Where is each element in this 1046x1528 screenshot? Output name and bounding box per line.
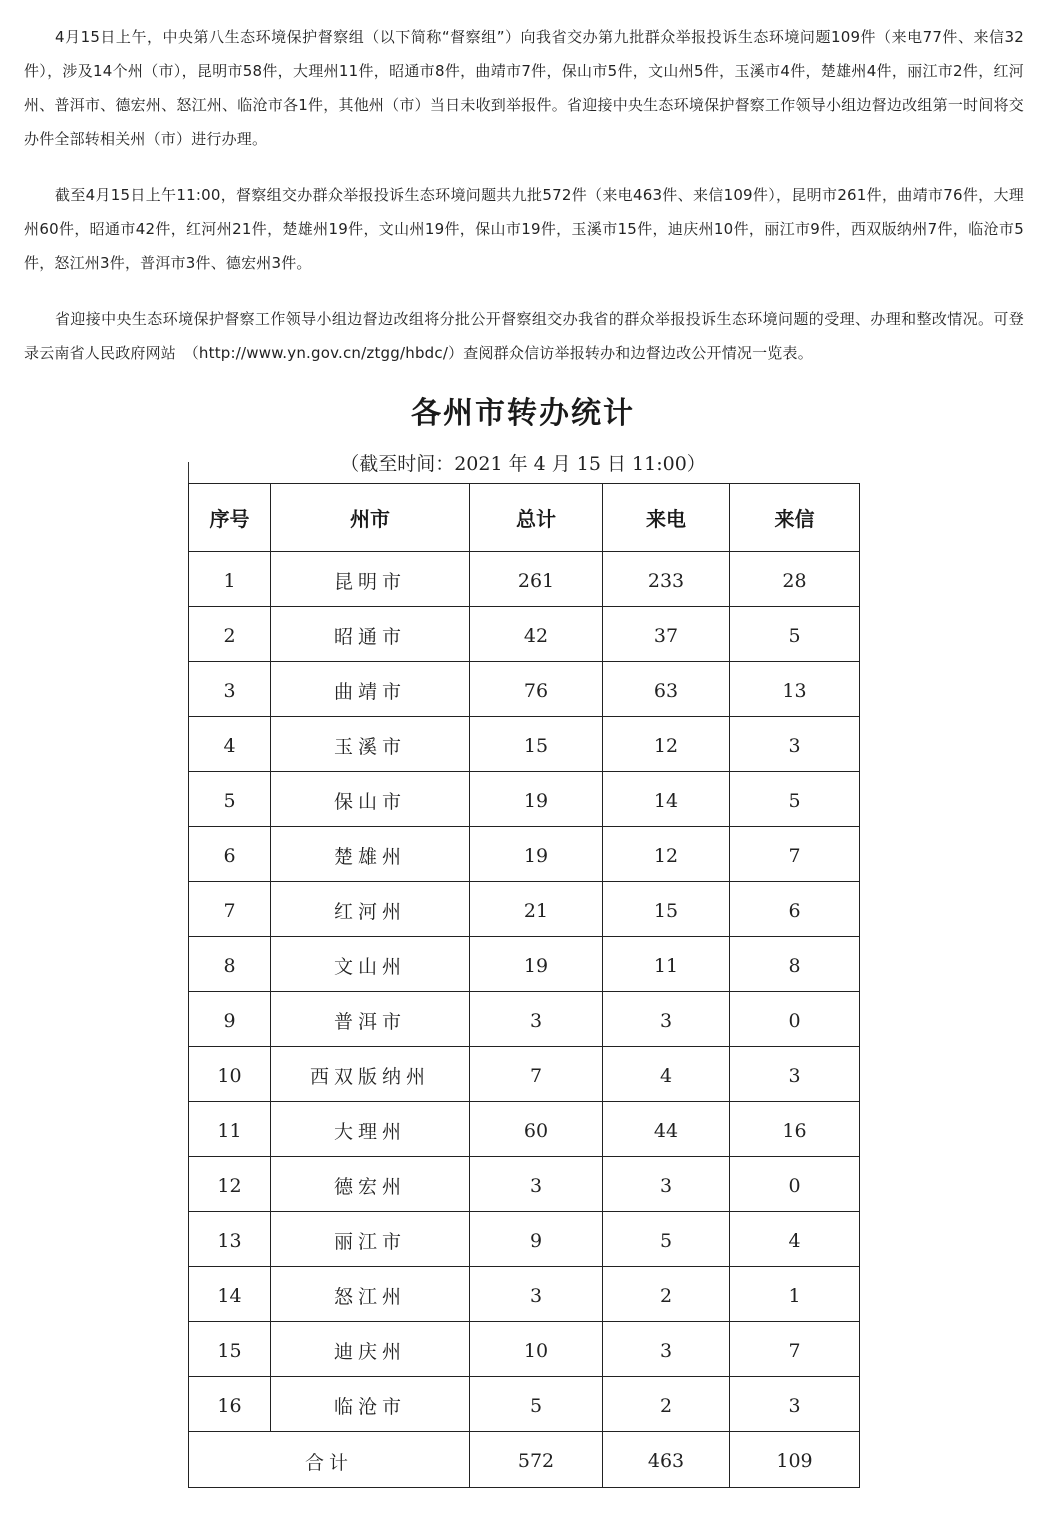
- cell-total: 76: [470, 662, 603, 717]
- total-letter: 109: [730, 1432, 860, 1488]
- cell-city: 昆明市: [271, 552, 470, 607]
- cell-index: 14: [189, 1267, 271, 1322]
- cell-index: 3: [189, 662, 271, 717]
- header-city: 州市: [271, 484, 470, 552]
- cell-letter: 8: [730, 937, 860, 992]
- table-row: [189, 1322, 860, 1377]
- cell-city: 楚雄州: [271, 827, 470, 882]
- cell-city: 玉溪市: [271, 717, 470, 772]
- cell-city: 昭通市: [271, 607, 470, 662]
- cell-letter: 1: [730, 1267, 860, 1322]
- cell-index: 7: [189, 882, 271, 937]
- cell-phone: 3: [603, 1322, 730, 1377]
- cell-total: 261: [470, 552, 603, 607]
- table-row: [189, 552, 860, 607]
- cell-total: 7: [470, 1047, 603, 1102]
- table-row: [189, 882, 860, 937]
- cell-city: 德宏州: [271, 1157, 470, 1212]
- cell-total: 9: [470, 1212, 603, 1267]
- header-phone: 来电: [603, 484, 730, 552]
- table-row: [189, 1102, 860, 1157]
- table-row: [189, 827, 860, 882]
- cell-phone: 12: [603, 827, 730, 882]
- total-total: 572: [470, 1432, 603, 1488]
- cell-index: 2: [189, 607, 271, 662]
- cell-index: 11: [189, 1102, 271, 1157]
- table-row: [189, 1212, 860, 1267]
- cell-index: 4: [189, 717, 271, 772]
- table-subtitle: （截至时间：2021 年 4 月 15 日 11:00）: [340, 453, 706, 475]
- paragraph-3: 省迎接中央生态环境保护督察工作领导小组边督边改组将分批公开督察组交办我省的群众举报投诉生态环境问题的受理、办理和整改情况。可登录云南省人民政府网站 （http://www.yn.gov.cn/ztgg/hbdc/）查阅群众信访举报转办和边督边改公开情况一览表。: [24, 310, 1024, 362]
- cell-phone: 11: [603, 937, 730, 992]
- cell-letter: 28: [730, 552, 860, 607]
- cell-city: 红河州: [271, 882, 470, 937]
- cell-letter: 4: [730, 1212, 860, 1267]
- statistics-table: [188, 483, 860, 1488]
- table-body: [189, 552, 860, 1432]
- cell-index: 9: [189, 992, 271, 1047]
- cell-phone: 15: [603, 882, 730, 937]
- cell-phone: 44: [603, 1102, 730, 1157]
- cell-total: 3: [470, 1157, 603, 1212]
- cell-phone: 3: [603, 992, 730, 1047]
- cell-letter: 0: [730, 1157, 860, 1212]
- cell-index: 16: [189, 1377, 271, 1432]
- header-letter: 来信: [730, 484, 860, 552]
- cell-total: 3: [470, 1267, 603, 1322]
- cell-index: 6: [189, 827, 271, 882]
- cell-letter: 7: [730, 1322, 860, 1377]
- cell-letter: 3: [730, 717, 860, 772]
- header-total: 总计: [470, 484, 603, 552]
- cell-total: 19: [470, 827, 603, 882]
- header-index: 序号: [189, 484, 271, 552]
- cell-index: 15: [189, 1322, 271, 1377]
- cell-phone: 63: [603, 662, 730, 717]
- cell-letter: 0: [730, 992, 860, 1047]
- table-row: [189, 1377, 860, 1432]
- cell-index: 1: [189, 552, 271, 607]
- cell-city: 大理州: [271, 1102, 470, 1157]
- table-row: [189, 772, 860, 827]
- cell-city: 西双版纳州: [271, 1047, 470, 1102]
- cell-index: 13: [189, 1212, 271, 1267]
- cell-letter: 13: [730, 662, 860, 717]
- cell-total: 42: [470, 607, 603, 662]
- cell-city: 曲靖市: [271, 662, 470, 717]
- cell-phone: 2: [603, 1377, 730, 1432]
- total-label: 合计: [189, 1432, 470, 1488]
- cell-total: 21: [470, 882, 603, 937]
- cell-total: 3: [470, 992, 603, 1047]
- cell-phone: 37: [603, 607, 730, 662]
- cell-city: 丽江市: [271, 1212, 470, 1267]
- table-row: [189, 1157, 860, 1212]
- cell-index: 8: [189, 937, 271, 992]
- cell-letter: 3: [730, 1047, 860, 1102]
- total-row: [189, 1432, 860, 1488]
- cell-letter: 6: [730, 882, 860, 937]
- cell-phone: 12: [603, 717, 730, 772]
- cell-city: 普洱市: [271, 992, 470, 1047]
- table-row: [189, 1047, 860, 1102]
- cell-phone: 5: [603, 1212, 730, 1267]
- cell-city: 保山市: [271, 772, 470, 827]
- table-row: [189, 1267, 860, 1322]
- cell-city: 怒江州: [271, 1267, 470, 1322]
- cell-total: 10: [470, 1322, 603, 1377]
- cell-total: 19: [470, 937, 603, 992]
- cell-phone: 4: [603, 1047, 730, 1102]
- cell-city: 迪庆州: [271, 1322, 470, 1377]
- cell-city: 临沧市: [271, 1377, 470, 1432]
- article-body: [24, 20, 1024, 392]
- total-phone: 463: [603, 1432, 730, 1488]
- paragraph-1: 4月15日上午，中央第八生态环境保护督察组（以下简称“督察组”）向我省交办第九批群众举报投诉生态环境问题109件（来电77件、来信32件），涉及14个州（市），昆明市58件，大理州11件，昭通市8件，曲靖市7件，保山市5件，文山州5件，玉溪市4件，楚雄州4件，丽江市2件，红河州、普洱市、德宏州、怒江州、临沧市各1件，其他州（市）当日未收到举报件。省迎接中央生态环境保护督察工作领导小组边督边改组第一时间将交办件全部转相关州（市）进行办理。: [24, 28, 1024, 148]
- cell-phone: 233: [603, 552, 730, 607]
- cell-total: 5: [470, 1377, 603, 1432]
- cell-total: 15: [470, 717, 603, 772]
- cell-phone: 2: [603, 1267, 730, 1322]
- table-row: [189, 992, 860, 1047]
- cell-total: 60: [470, 1102, 603, 1157]
- cell-index: 12: [189, 1157, 271, 1212]
- table-header-row: [189, 484, 860, 552]
- cell-letter: 5: [730, 607, 860, 662]
- cell-index: 10: [189, 1047, 271, 1102]
- table-row: [189, 937, 860, 992]
- cell-letter: 3: [730, 1377, 860, 1432]
- cell-letter: 5: [730, 772, 860, 827]
- table-title: 各州市转办统计: [411, 396, 635, 431]
- cell-letter: 7: [730, 827, 860, 882]
- paragraph-2: 截至4月15日上午11:00，督察组交办群众举报投诉生态环境问题共九批572件（来电463件、来信109件），昆明市261件，曲靖市76件，大理州60件，昭通市42件，红河州21件，楚雄州19件，文山州19件，保山市19件，玉溪市15件，迪庆州10件，丽江市9件，西双版纳州7件，临沧市5件，怒江州3件，普洱市3件、德宏州3件。: [24, 186, 1024, 272]
- cell-index: 5: [189, 772, 271, 827]
- cell-letter: 16: [730, 1102, 860, 1157]
- table-row: [189, 662, 860, 717]
- cell-phone: 3: [603, 1157, 730, 1212]
- cell-total: 19: [470, 772, 603, 827]
- cell-city: 文山州: [271, 937, 470, 992]
- table-row: [189, 607, 860, 662]
- table-row: [189, 717, 860, 772]
- cell-phone: 14: [603, 772, 730, 827]
